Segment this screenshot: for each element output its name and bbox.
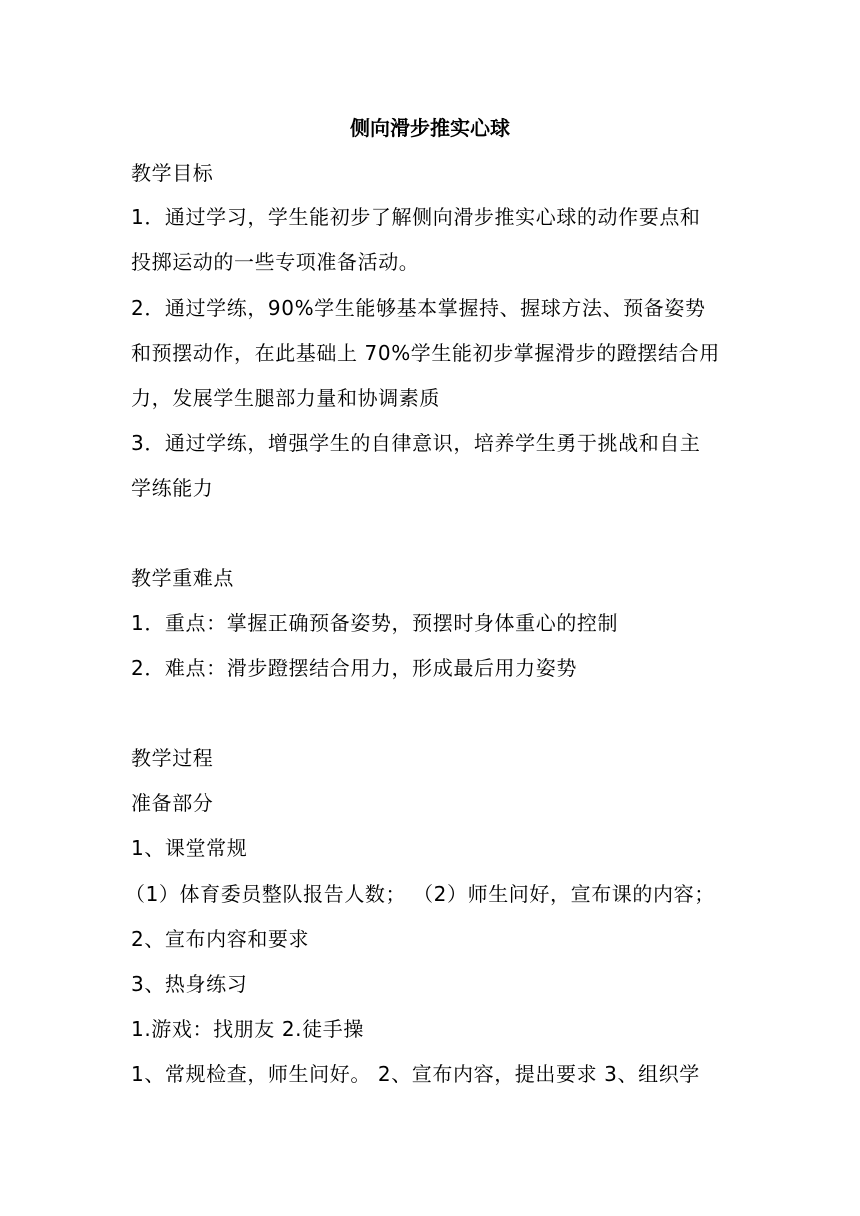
key-point-line: 1．重点：掌握正确预备姿势，预摆时身体重心的控制 xyxy=(131,611,619,635)
objective-line: 3．通过学练，增强学生的自律意识，培养学生勇于挑战和自主 xyxy=(131,431,701,455)
objective-line: 投掷运动的一些专项准备活动。 xyxy=(131,250,420,274)
objective-line: 和预摆动作，在此基础上 70%学生能初步掌握滑步的蹬摆结合用 xyxy=(131,341,720,365)
process-line: 1.游戏：找朋友 2.徒手操 xyxy=(131,1017,364,1041)
process-line: 1、常规检查，师生问好。 2、宣布内容，提出要求 3、组织学 xyxy=(131,1062,700,1086)
objective-line: 1．通过学习，学生能初步了解侧向滑步推实心球的动作要点和 xyxy=(131,205,701,229)
process-line: 1、课堂常规 xyxy=(131,836,248,860)
process-line: 准备部分 xyxy=(131,791,214,815)
process-line: （1）体育委员整队报告人数； （2）师生问好，宣布课的内容； xyxy=(125,882,715,906)
process-heading: 教学过程 xyxy=(131,746,214,770)
key-points-heading: 教学重难点 xyxy=(131,566,234,590)
objective-line: 2．通过学练，90%学生能够基本掌握持、握球方法、预备姿势 xyxy=(131,296,706,320)
document-title: 侧向滑步推实心球 xyxy=(350,116,510,140)
process-line: 2、宣布内容和要求 xyxy=(131,927,310,951)
objectives-heading: 教学目标 xyxy=(131,161,214,185)
objective-line: 学练能力 xyxy=(131,476,214,500)
objective-line: 力，发展学生腿部力量和协调素质 xyxy=(131,386,440,410)
key-point-line: 2．难点：滑步蹬摆结合用力，形成最后用力姿势 xyxy=(131,656,577,680)
process-line: 3、热身练习 xyxy=(131,972,248,996)
